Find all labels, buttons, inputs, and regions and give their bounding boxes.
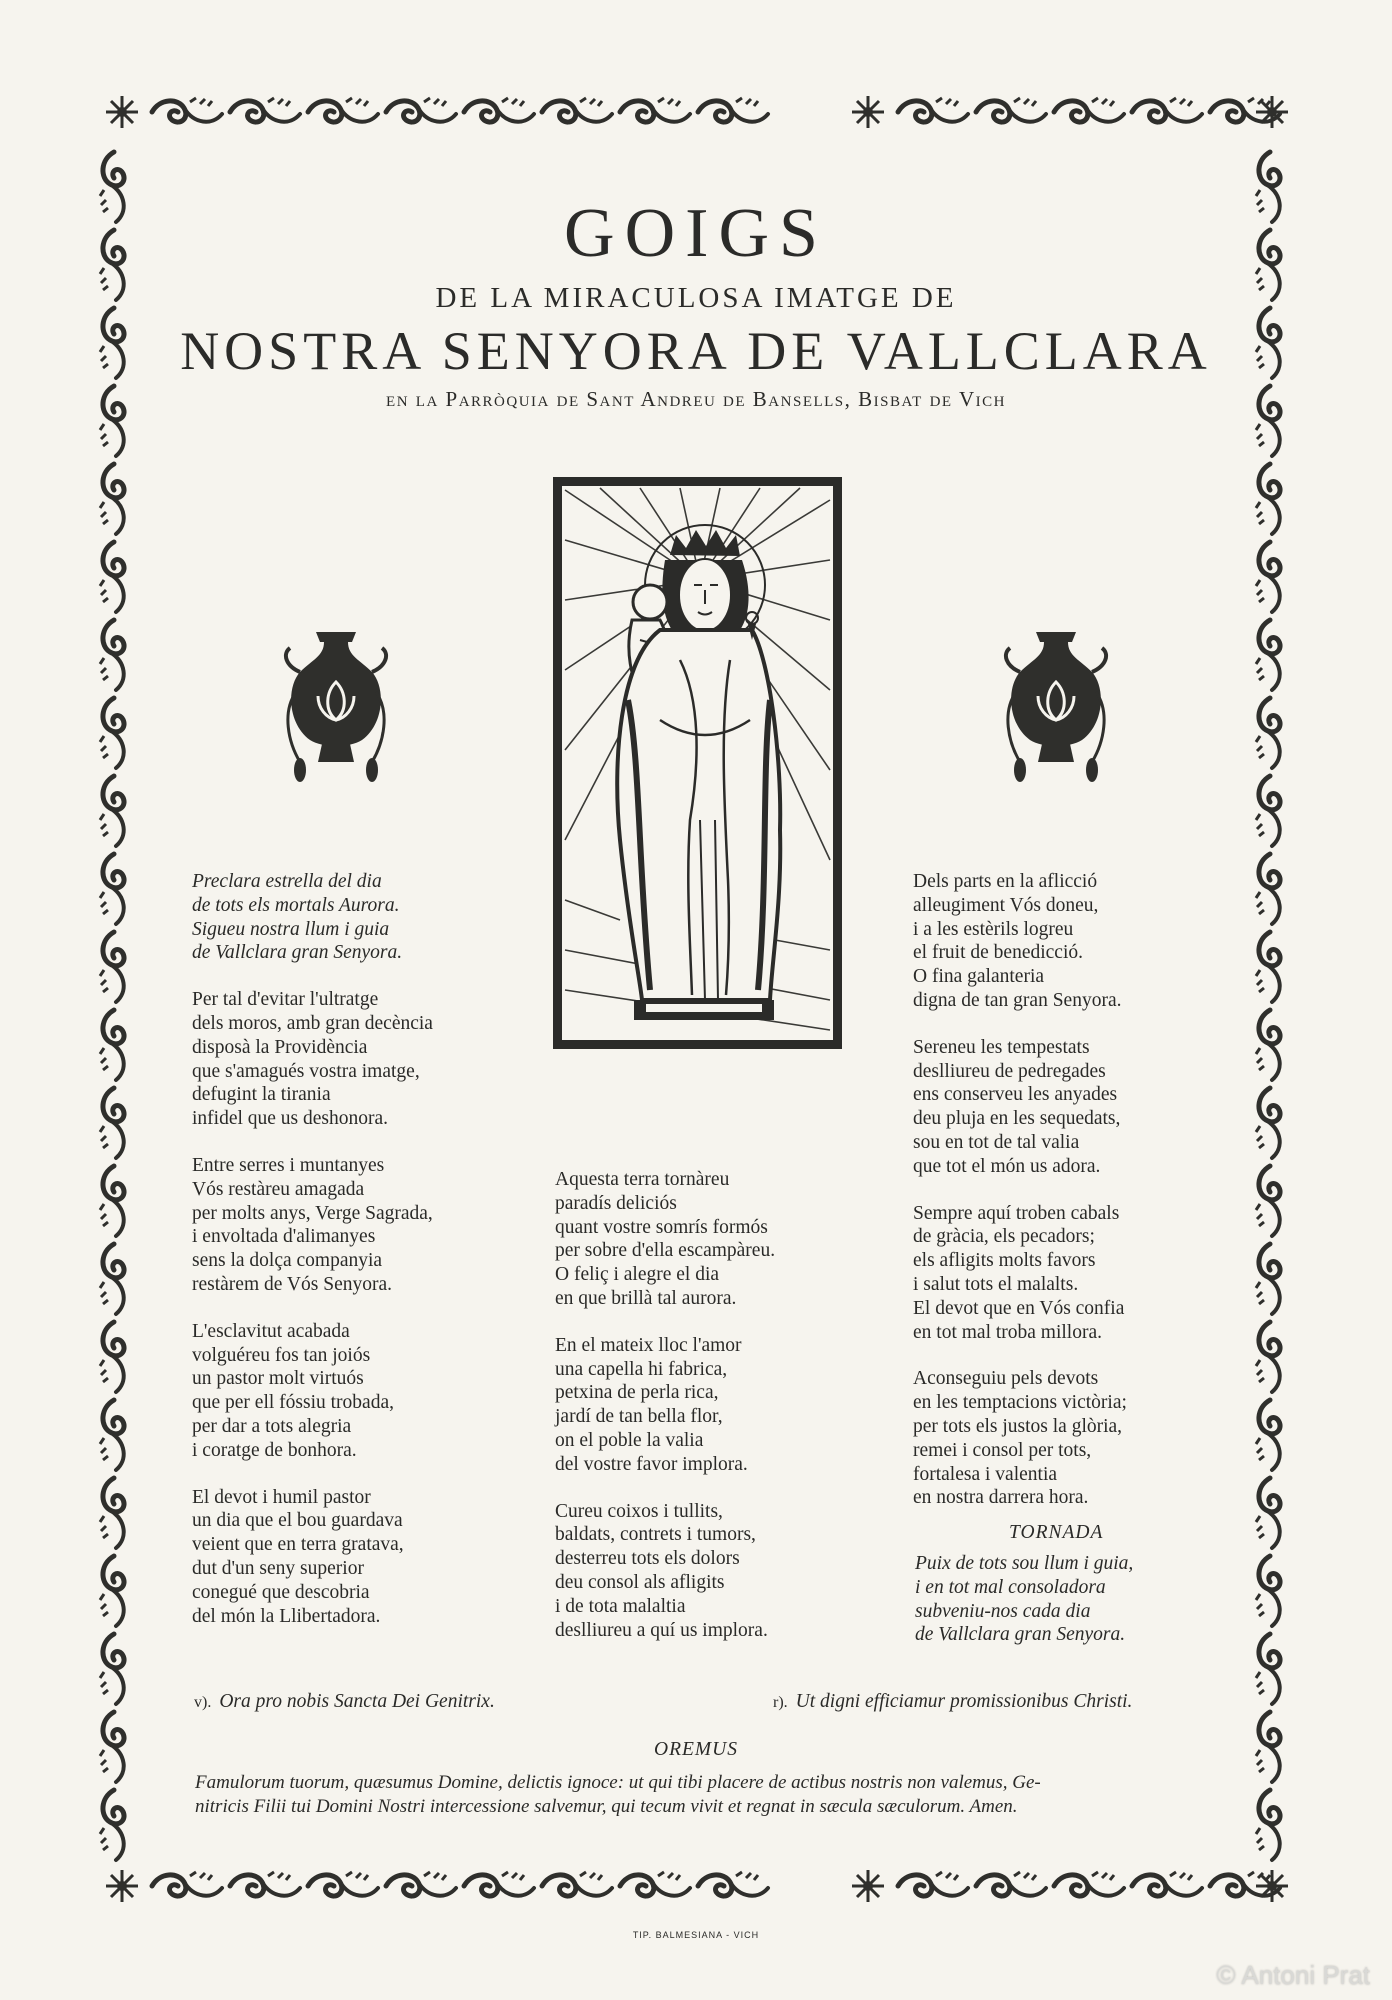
- tornada-line: de Vallclara gran Senyora.: [915, 1624, 1126, 1646]
- verse-line: veient que en terra gratava,: [192, 1534, 404, 1556]
- stanza: [192, 1154, 433, 1297]
- virgin-and-child-woodcut: [553, 477, 842, 1049]
- verse-line: conegué que descobria: [192, 1581, 370, 1603]
- verse-line: que tot el món us adora.: [913, 1155, 1101, 1177]
- tornada-line: Puix de tots sou llum i guia,: [915, 1553, 1134, 1574]
- verse-line: per dar a tots alegria: [192, 1415, 352, 1437]
- verse-line: Vós restàreu amagada: [192, 1178, 365, 1200]
- border-bottom: [106, 1870, 1288, 1902]
- verse-line: Dels parts en la aflicció: [913, 871, 1098, 892]
- verse-line: dels moros, amb gran decència: [192, 1012, 433, 1034]
- verse-line: que s'amagués vostra imatge,: [192, 1060, 420, 1082]
- verse-line: Entre serres i muntanyes: [192, 1154, 385, 1176]
- verse-line: alleugiment Vós doneu,: [913, 894, 1099, 916]
- copyright-watermark: © Antoni Prat: [1216, 1960, 1370, 1990]
- stanza: [192, 1486, 433, 1629]
- verse-line: Sigueu nostra llum i guia: [192, 918, 390, 940]
- verse-line: i salut tots el malalts.: [913, 1273, 1079, 1295]
- verse-line: En el mateix lloc l'amor: [555, 1334, 742, 1356]
- verse-line: de tots els mortals Aurora.: [192, 894, 400, 916]
- verse-line: deu consol als afligits: [555, 1571, 725, 1593]
- stanza: [913, 1367, 1127, 1510]
- verse-line: un pastor molt virtuós: [192, 1368, 364, 1390]
- verse-line: infidel que us deshonora.: [192, 1108, 389, 1130]
- stanza: [555, 1334, 775, 1477]
- tornada-heading: TORNADA: [1009, 1522, 1104, 1543]
- stanza: [555, 1500, 775, 1643]
- verse-line: de Vallclara gran Senyora.: [192, 942, 403, 964]
- verse-line: Sereneu les tempestats: [913, 1036, 1090, 1058]
- verse-line: El devot que en Vós confia: [913, 1297, 1125, 1319]
- verse-line: digna de tan gran Senyora.: [913, 989, 1122, 1011]
- verse-line: jardí de tan bella flor,: [555, 1406, 723, 1428]
- verse-line: que per ell fóssiu trobada,: [192, 1392, 394, 1414]
- verse-line: sens la dolça companyia: [192, 1250, 383, 1272]
- response-text: Ut digni efficiamur promissionibus Christi.: [795, 1691, 1133, 1712]
- oremus-line: Famulorum tuorum, quæsumus Domine, delictis ignoce: ut qui tibi placere de actibus nostris non valemus, Ge-: [195, 1772, 1041, 1793]
- verse-line: de gràcia, els pecadors;: [913, 1226, 1095, 1248]
- tornada-verse: [915, 1552, 1133, 1647]
- tornada-line: i en tot mal consoladora: [915, 1576, 1106, 1598]
- stanza: [913, 1036, 1127, 1179]
- verse-line: Preclara estrella del dia: [192, 871, 382, 892]
- verse-line: disposà la Providència: [192, 1036, 368, 1058]
- printer-imprint: TIP. BALMESIANA - VICH: [632, 1930, 760, 1940]
- verse-line: deslliureu a quí us implora.: [555, 1619, 768, 1641]
- verse-line: per molts anys, Verge Sagrada,: [192, 1202, 433, 1224]
- verse-line: els afligits molts favors: [913, 1250, 1096, 1272]
- right-column-verses: [913, 870, 1127, 1533]
- verse-line: Cureu coixos i tullits,: [555, 1500, 723, 1522]
- verse-line: restàrem de Vós Senyora.: [192, 1273, 392, 1295]
- verse-line: el fruit de benedicció.: [913, 942, 1084, 964]
- verse-line: en tot mal troba millora.: [913, 1321, 1102, 1343]
- verse-line: O feliç i alegre el dia: [555, 1264, 720, 1286]
- versicle-mark: v).: [194, 1694, 212, 1711]
- verse-line: i a les estèrils logreu: [913, 918, 1074, 940]
- verse-line: deslliureu de pedregades: [913, 1060, 1106, 1082]
- parish-line: en la Parròquia de Sant Andreu de Bansells, Bisbat de Vich: [386, 387, 1006, 411]
- verse-line: volguéreu fos tan joiós: [192, 1344, 371, 1366]
- versicle-text: Ora pro nobis Sancta Dei Genitrix.: [219, 1691, 495, 1712]
- left-column-verses: [192, 870, 433, 1651]
- verse-line: Aconseguiu pels devots: [913, 1368, 1099, 1390]
- middle-column-verses: [555, 1168, 775, 1665]
- vase-right-icon: [1006, 632, 1106, 782]
- vase-left-icon: [286, 632, 386, 782]
- verse-line: petxina de perla rica,: [555, 1382, 719, 1404]
- verse-line: i envoltada d'alimanyes: [192, 1226, 376, 1248]
- verse-line: paradís deliciós: [555, 1192, 677, 1214]
- response-mark: r).: [773, 1694, 788, 1711]
- verse-line: remei i consol per tots,: [913, 1439, 1092, 1461]
- oremus-heading: OREMUS: [654, 1739, 738, 1760]
- border-top: [106, 96, 1288, 128]
- stanza: [555, 1168, 775, 1311]
- verse-line: i coratge de bonhora.: [192, 1439, 357, 1461]
- verse-line: per sobre d'ella escampàreu.: [555, 1240, 776, 1262]
- verse-line: on el poble la valia: [555, 1429, 704, 1451]
- verse-line: O fina galanteria: [913, 966, 1045, 988]
- verse-line: quant vostre somrís formós: [555, 1216, 768, 1238]
- verse-line: Sempre aquí troben cabals: [913, 1202, 1120, 1224]
- verse-line: baldats, contrets i tumors,: [555, 1524, 756, 1546]
- versicle: [194, 1691, 495, 1713]
- verse-line: dut d'un seny superior: [192, 1557, 364, 1579]
- verse-line: L'esclavitut acabada: [192, 1320, 350, 1342]
- subtitle-line-1: DE LA MIRACULOSA IMATGE DE: [435, 282, 957, 314]
- verse-line: El devot i humil pastor: [192, 1486, 371, 1508]
- stanza: [913, 1202, 1127, 1345]
- verse-line: del vostre favor implora.: [555, 1453, 748, 1475]
- verse-line: sou en tot de tal valia: [913, 1131, 1080, 1153]
- verse-line: ens conserveu les anyades: [913, 1084, 1118, 1106]
- oremus-line: nitricis Filii tui Domini Nostri intercessione salvemur, qui tecum vivit et regnat in sæcula sæculorum. Amen.: [195, 1796, 1018, 1817]
- verse-line: del món la Llibertadora.: [192, 1605, 381, 1627]
- stanza: [192, 870, 433, 965]
- stanza: [192, 988, 433, 1131]
- verse-line: Aquesta terra tornàreu: [555, 1169, 730, 1190]
- verse-line: fortalesa i valentia: [913, 1463, 1058, 1485]
- verse-line: per tots els justos la glòria,: [913, 1415, 1123, 1437]
- verse-line: defugint la tirania: [192, 1084, 331, 1106]
- stanza: [913, 870, 1127, 1013]
- verse-line: i de tota malaltia: [555, 1595, 686, 1617]
- oremus-prayer: [195, 1771, 1207, 1819]
- verse-line: en les temptacions victòria;: [913, 1392, 1127, 1414]
- verse-line: una capella hi fabrica,: [555, 1358, 728, 1380]
- response: [773, 1691, 1132, 1713]
- verse-line: en que brillà tal aurora.: [555, 1287, 737, 1309]
- verse-line: un dia que el bou guardava: [192, 1510, 403, 1532]
- tornada-line: subveniu-nos cada dia: [915, 1600, 1091, 1622]
- page-title: GOIGS: [564, 195, 828, 272]
- verse-line: deu pluja en les sequedats,: [913, 1108, 1121, 1130]
- stanza: [192, 1320, 433, 1463]
- verse-line: desterreu tots els dolors: [555, 1548, 740, 1570]
- subtitle-line-2: NOSTRA SENYORA DE VALLCLARA: [180, 321, 1212, 381]
- verse-line: Per tal d'evitar l'ultratge: [192, 989, 379, 1011]
- verse-line: en nostra darrera hora.: [913, 1487, 1089, 1509]
